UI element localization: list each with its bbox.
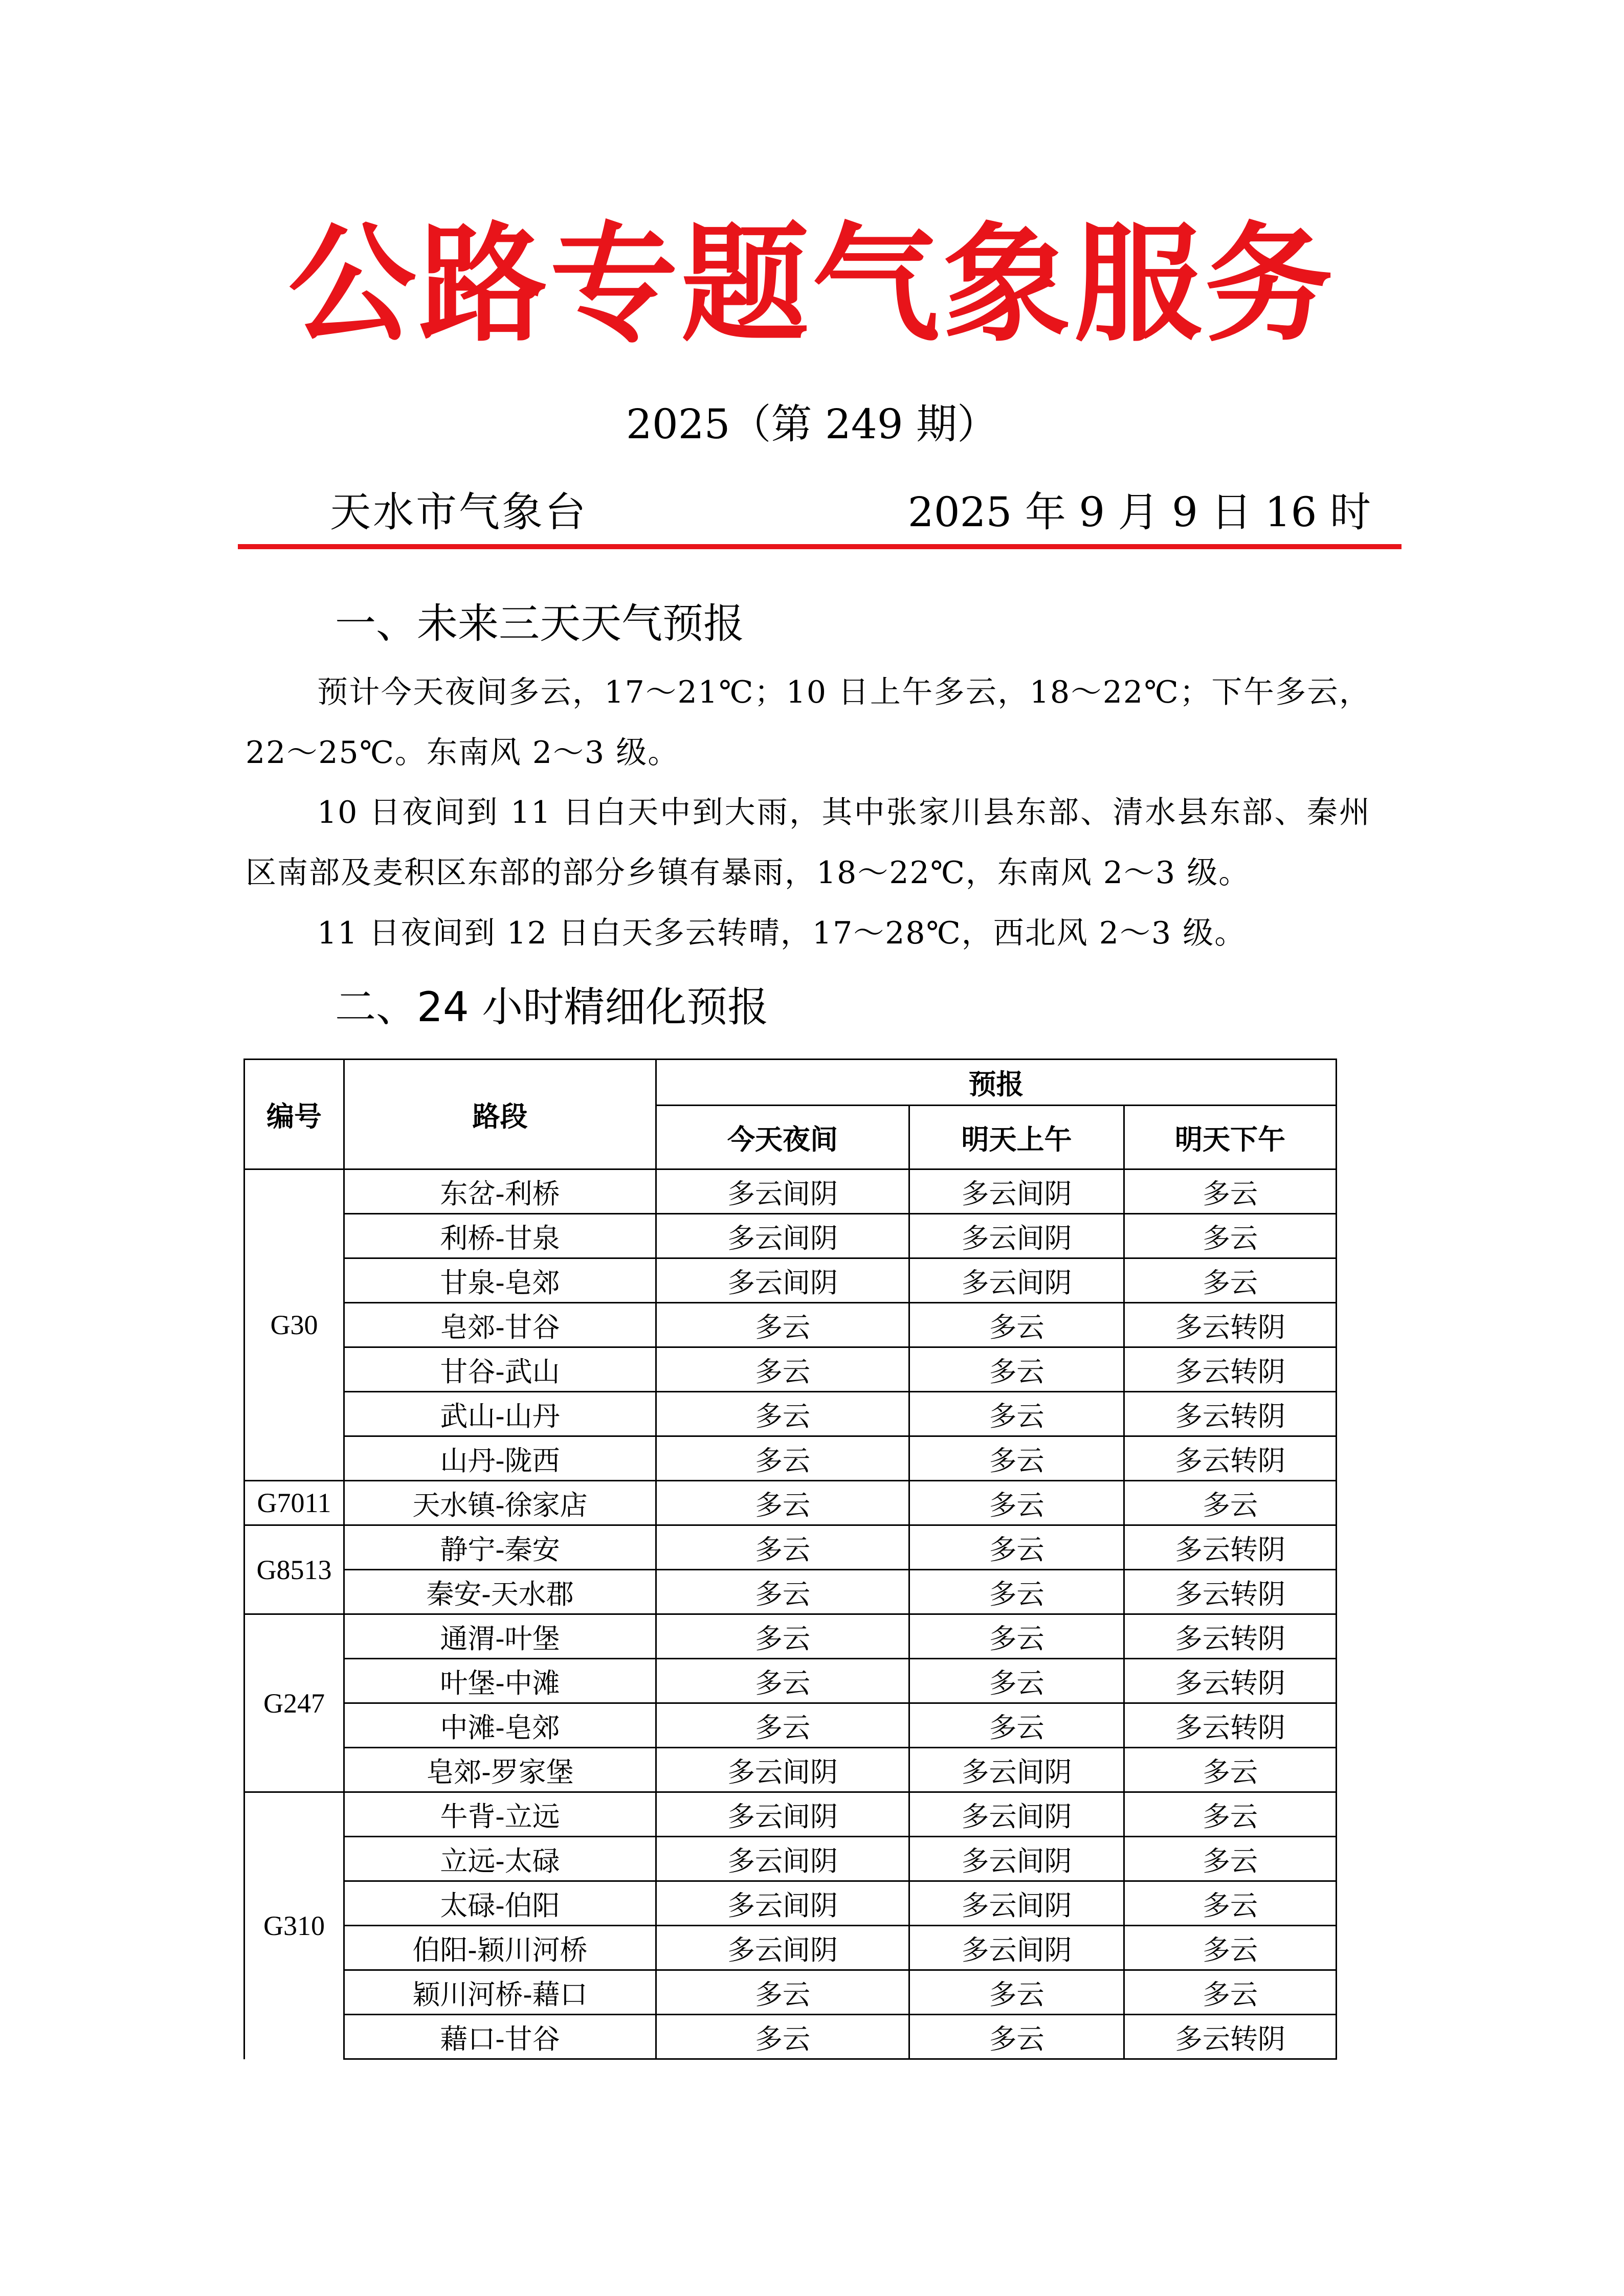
table-row <box>244 1481 1337 1525</box>
forecast-tomorrow-pm: 多云转阴 <box>1124 2015 1337 2059</box>
forecast-tomorrow-pm: 多云转阴 <box>1124 1703 1337 1748</box>
forecast-tomorrow-pm: 多云转阴 <box>1124 1525 1337 1570</box>
forecast-tomorrow-pm: 多云转阴 <box>1124 1347 1337 1392</box>
table-row <box>244 2015 1337 2059</box>
road-segment: 利桥-甘泉 <box>344 1214 656 1258</box>
forecast-tomorrow-pm: 多云 <box>1124 1169 1337 1214</box>
route-code: G30 <box>244 1169 344 1481</box>
forecast-tomorrow-am: 多云 <box>909 1525 1124 1570</box>
forecast-tonight: 多云 <box>656 1347 909 1392</box>
forecast-tomorrow-am: 多云 <box>909 2015 1124 2059</box>
forecast-paragraph: 预计今天夜间多云，17～21℃；10 日上午多云，18～22℃；下午多云，22～25℃。东南风 2～3 级。 <box>246 674 1371 771</box>
forecast-tonight: 多云 <box>656 1659 909 1703</box>
road-segment: 叶堡-中滩 <box>344 1659 656 1703</box>
forecast-tonight: 多云 <box>656 1303 909 1347</box>
forecast-table-body <box>244 1169 1337 2059</box>
forecast-tomorrow-pm: 多云转阴 <box>1124 1392 1337 1436</box>
forecast-tomorrow-am: 多云 <box>909 1481 1124 1525</box>
forecast-tonight: 多云间阴 <box>656 1881 909 1926</box>
road-segment: 山丹-陇西 <box>344 1436 656 1481</box>
table-row <box>244 1837 1337 1881</box>
header-tomorrow-pm: 明天下午 <box>1124 1106 1337 1169</box>
forecast-tomorrow-am: 多云 <box>909 1303 1124 1347</box>
forecast-tomorrow-pm: 多云转阴 <box>1124 1614 1337 1659</box>
forecast-tomorrow-pm: 多云转阴 <box>1124 1303 1337 1347</box>
forecast-tonight: 多云 <box>656 1970 909 2015</box>
document-title: 公路专题气象服务 <box>288 209 1336 359</box>
forecast-tomorrow-pm: 多云 <box>1124 1926 1337 1970</box>
forecast-paragraph: 11 日夜间到 12 日白天多云转晴，17～28℃，西北风 2～3 级。 <box>317 915 1247 951</box>
header-segment: 路段 <box>344 1060 656 1169</box>
table-row <box>244 1214 1337 1258</box>
road-segment: 藉口-甘谷 <box>344 2015 656 2059</box>
road-forecast-table <box>243 1059 1337 2060</box>
forecast-tonight: 多云间阴 <box>656 1258 909 1303</box>
table-row <box>244 1436 1337 1481</box>
forecast-tonight: 多云 <box>656 1703 909 1748</box>
road-segment: 通渭-叶堡 <box>344 1614 656 1659</box>
forecast-tomorrow-pm: 多云 <box>1124 1881 1337 1926</box>
forecast-tonight: 多云间阴 <box>656 1748 909 1792</box>
road-segment: 皂郊-甘谷 <box>344 1303 656 1347</box>
route-code: G310 <box>244 1792 344 2059</box>
header-divider <box>238 544 1401 549</box>
forecast-tomorrow-pm: 多云 <box>1124 1792 1337 1837</box>
road-segment: 东岔-利桥 <box>344 1169 656 1214</box>
forecast-tomorrow-pm: 多云 <box>1124 1214 1337 1258</box>
forecast-tonight: 多云 <box>656 1481 909 1525</box>
road-segment: 伯阳-颖川河桥 <box>344 1926 656 1970</box>
road-segment: 静宁-秦安 <box>344 1525 656 1570</box>
forecast-tonight: 多云间阴 <box>656 1792 909 1837</box>
forecast-tonight: 多云间阴 <box>656 1169 909 1214</box>
forecast-tonight: 多云 <box>656 1525 909 1570</box>
road-segment: 甘泉-皂郊 <box>344 1258 656 1303</box>
forecast-tomorrow-pm: 多云转阴 <box>1124 1570 1337 1614</box>
forecast-tomorrow-am: 多云间阴 <box>909 1881 1124 1926</box>
route-code: G8513 <box>244 1525 344 1614</box>
forecast-tomorrow-am: 多云 <box>909 1970 1124 2015</box>
forecast-tomorrow-pm: 多云 <box>1124 1970 1337 2015</box>
forecast-tomorrow-pm: 多云 <box>1124 1837 1337 1881</box>
table-row <box>244 1881 1337 1926</box>
forecast-tonight: 多云间阴 <box>656 1214 909 1258</box>
route-code: G247 <box>244 1614 344 1792</box>
header-forecast: 预报 <box>656 1060 1337 1106</box>
road-segment: 秦安-天水郡 <box>344 1570 656 1614</box>
table-row <box>244 1748 1337 1792</box>
table-row <box>244 1525 1337 1570</box>
road-segment: 太碌-伯阳 <box>344 1881 656 1926</box>
forecast-tomorrow-am: 多云 <box>909 1392 1124 1436</box>
forecast-tomorrow-am: 多云 <box>909 1347 1124 1392</box>
table-row <box>244 1347 1337 1392</box>
road-segment: 天水镇-徐家店 <box>344 1481 656 1525</box>
header-code: 编号 <box>244 1060 344 1169</box>
forecast-tomorrow-am: 多云 <box>909 1659 1124 1703</box>
issuing-agency: 天水市气象台 <box>330 488 588 536</box>
forecast-tomorrow-am: 多云 <box>909 1436 1124 1481</box>
road-segment: 甘谷-武山 <box>344 1347 656 1392</box>
forecast-tomorrow-am: 多云间阴 <box>909 1169 1124 1214</box>
road-segment: 皂郊-罗家堡 <box>344 1748 656 1792</box>
table-row <box>244 1392 1337 1436</box>
forecast-tomorrow-am: 多云间阴 <box>909 1837 1124 1881</box>
forecast-tomorrow-pm: 多云 <box>1124 1258 1337 1303</box>
road-segment: 中滩-皂郊 <box>344 1703 656 1748</box>
forecast-tomorrow-pm: 多云 <box>1124 1748 1337 1792</box>
table-row <box>244 1970 1337 2015</box>
route-code: G7011 <box>244 1481 344 1525</box>
forecast-tomorrow-am: 多云间阴 <box>909 1214 1124 1258</box>
forecast-tonight: 多云 <box>656 1392 909 1436</box>
forecast-tomorrow-am: 多云间阴 <box>909 1926 1124 1970</box>
forecast-tomorrow-am: 多云 <box>909 1703 1124 1748</box>
forecast-tomorrow-am: 多云 <box>909 1570 1124 1614</box>
road-segment: 武山-山丹 <box>344 1392 656 1436</box>
table-row <box>244 1258 1337 1303</box>
table-row <box>244 1614 1337 1659</box>
table-row <box>244 1570 1337 1614</box>
road-segment: 立远-太碌 <box>344 1837 656 1881</box>
forecast-tomorrow-am: 多云间阴 <box>909 1792 1124 1837</box>
road-segment: 颖川河桥-藉口 <box>344 1970 656 2015</box>
forecast-tomorrow-am: 多云 <box>909 1614 1124 1659</box>
section-heading-24h-forecast: 二、24 小时精细化预报 <box>335 983 769 1031</box>
header-tomorrow-am: 明天上午 <box>909 1106 1124 1169</box>
table-row <box>244 1792 1337 1837</box>
forecast-tomorrow-am: 多云间阴 <box>909 1748 1124 1792</box>
table-row <box>244 1303 1337 1347</box>
forecast-tonight: 多云 <box>656 2015 909 2059</box>
forecast-tomorrow-pm: 多云转阴 <box>1124 1436 1337 1481</box>
section-heading-3day-forecast: 一、未来三天天气预报 <box>335 600 744 647</box>
forecast-paragraph: 10 日夜间到 11 日白天中到大雨，其中张家川县东部、清水县东部、秦州区南部及麦积区东部的部分乡镇有暴雨，18～22℃，东南风 2～3 级。 <box>246 795 1371 891</box>
table-row <box>244 1926 1337 1970</box>
forecast-tonight: 多云 <box>656 1570 909 1614</box>
table-row <box>244 1703 1337 1748</box>
forecast-tonight: 多云间阴 <box>656 1926 909 1970</box>
issue-datetime: 2025 年 9 月 9 日 16 时 <box>907 488 1371 536</box>
forecast-tonight: 多云 <box>656 1436 909 1481</box>
forecast-tomorrow-pm: 多云转阴 <box>1124 1659 1337 1703</box>
forecast-tonight: 多云 <box>656 1614 909 1659</box>
table-row <box>244 1169 1337 1214</box>
road-segment: 牛背-立远 <box>344 1792 656 1837</box>
forecast-tonight: 多云间阴 <box>656 1837 909 1881</box>
forecast-tomorrow-pm: 多云 <box>1124 1481 1337 1525</box>
forecast-tomorrow-am: 多云间阴 <box>909 1258 1124 1303</box>
table-row <box>244 1659 1337 1703</box>
header-tonight: 今天夜间 <box>656 1106 909 1169</box>
issue-number: 2025（第 249 期） <box>626 400 998 448</box>
